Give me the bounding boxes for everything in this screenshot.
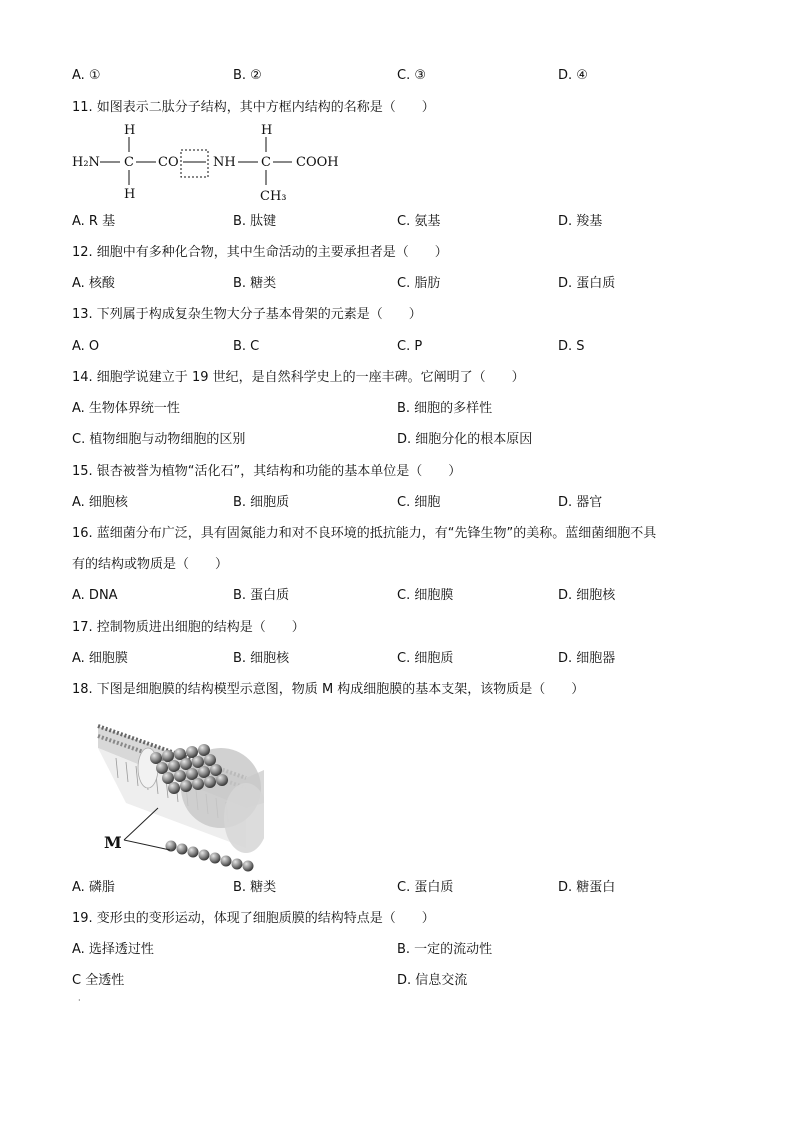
q17-stem: 17. 控制物质进出细胞的结构是（ ） [72, 620, 305, 635]
q19-option-b: B. 一定的流动性 [397, 942, 493, 957]
q19-option-c: C 全透性 [72, 973, 125, 988]
formula-nh: NH [213, 155, 236, 170]
formula-h-top-1: H [124, 123, 136, 138]
q13-option-a: A. O [72, 339, 100, 354]
formula-cooh: COOH [296, 155, 339, 170]
q14-option-a: A. 生物体界统一性 [72, 401, 180, 416]
q18-option-c: C. 蛋白质 [397, 880, 454, 895]
q13-stem: 13. 下列属于构成复杂生物大分子基本骨架的元素是（ ） [72, 307, 422, 322]
q11-option-a: A. R 基 [72, 214, 116, 229]
q18-option-d: D. 糖蛋白 [558, 880, 616, 895]
formula-h-bottom: H [124, 187, 136, 202]
q18-stem: 18. 下图是细胞膜的结构模型示意图，物质 M 构成细胞膜的基本支架，该物质是（ ） [72, 682, 585, 697]
formula-h-top-2: H [261, 123, 273, 138]
q14-option-c: C. 植物细胞与动物细胞的区别 [72, 432, 246, 447]
q14-stem: 14. 细胞学说建立于 19 世纪，是自然科学史上的一座丰碑。它阐明了（ ） [72, 370, 525, 385]
q16-stem-line-1: 16. 蓝细菌分布广泛，具有固氮能力和对不良环境的抵抗能力，有“先锋生物”的美称。蓝细菌细胞不具 [72, 526, 657, 541]
q15-option-d: D. 器官 [558, 495, 603, 510]
formula-co: CO [158, 155, 179, 170]
q10-option-b: B. ② [233, 68, 262, 83]
q17-option-c: C. 细胞质 [397, 651, 454, 666]
q10-option-d: D. ④ [558, 68, 588, 83]
q19-option-a: A. 选择透过性 [72, 942, 154, 957]
q11-option-c: C. 氨基 [397, 214, 441, 229]
formula-c2: C [261, 155, 271, 170]
q14-option-b: B. 细胞的多样性 [397, 401, 493, 416]
q16-stem-line-2: 有的结构或物质是（ ） [72, 557, 229, 572]
q16-option-a: A. DNA [72, 588, 118, 603]
q10-option-a: A. ① [72, 68, 101, 83]
dashed-box [181, 150, 208, 177]
q14-option-d: D. 细胞分化的根本原因 [397, 432, 533, 447]
q12-option-d: D. 蛋白质 [558, 276, 616, 291]
q18-option-a: A. 磷脂 [72, 880, 115, 895]
q11-stem: 11. 如图表示二肽分子结构，其中方框内结构的名称是（ ） [72, 100, 435, 115]
pointer-line [124, 840, 170, 850]
q12-stem: 12. 细胞中有多种化合物，其中生命活动的主要承担者是（ ） [72, 245, 448, 260]
q16-option-d: D. 细胞核 [558, 588, 616, 603]
q12-option-b: B. 糖类 [233, 276, 277, 291]
formula-h2n: H₂N [72, 155, 100, 170]
q12-option-c: C. 脂肪 [397, 276, 441, 291]
q11-option-d: D. 羧基 [558, 214, 603, 229]
pointer-line [124, 808, 158, 840]
q18-option-b: B. 糖类 [233, 880, 277, 895]
q15-option-a: A. 细胞核 [72, 495, 128, 510]
q13-option-b: B. C [233, 339, 260, 354]
q19-option-d: D. 信息交流 [397, 973, 468, 988]
trailing-mark: · [78, 996, 81, 1005]
q17-option-b: B. 细胞核 [233, 651, 290, 666]
q17-option-a: A. 细胞膜 [72, 651, 128, 666]
q16-option-c: C. 细胞膜 [397, 588, 454, 603]
q19-stem: 19. 变形虫的变形运动，体现了细胞质膜的结构特点是（ ） [72, 911, 435, 926]
dipeptide-structure-figure [68, 120, 368, 210]
q13-option-c: C. P [397, 339, 423, 354]
formula-ch3: CH₃ [260, 189, 287, 204]
q16-option-b: B. 蛋白质 [233, 588, 290, 603]
q15-option-c: C. 细胞 [397, 495, 441, 510]
q10-option-c: C. ③ [397, 68, 426, 83]
q15-option-b: B. 细胞质 [233, 495, 290, 510]
figure-label-m: M [104, 833, 122, 852]
formula-c1: C [124, 155, 134, 170]
q15-stem: 15. 银杏被誉为植物“活化石”，其结构和功能的基本单位是（ ） [72, 464, 462, 479]
q17-option-d: D. 细胞器 [558, 651, 616, 666]
q11-option-b: B. 肽键 [233, 214, 277, 229]
q13-option-d: D. S [558, 339, 585, 354]
q12-option-a: A. 核酸 [72, 276, 115, 291]
